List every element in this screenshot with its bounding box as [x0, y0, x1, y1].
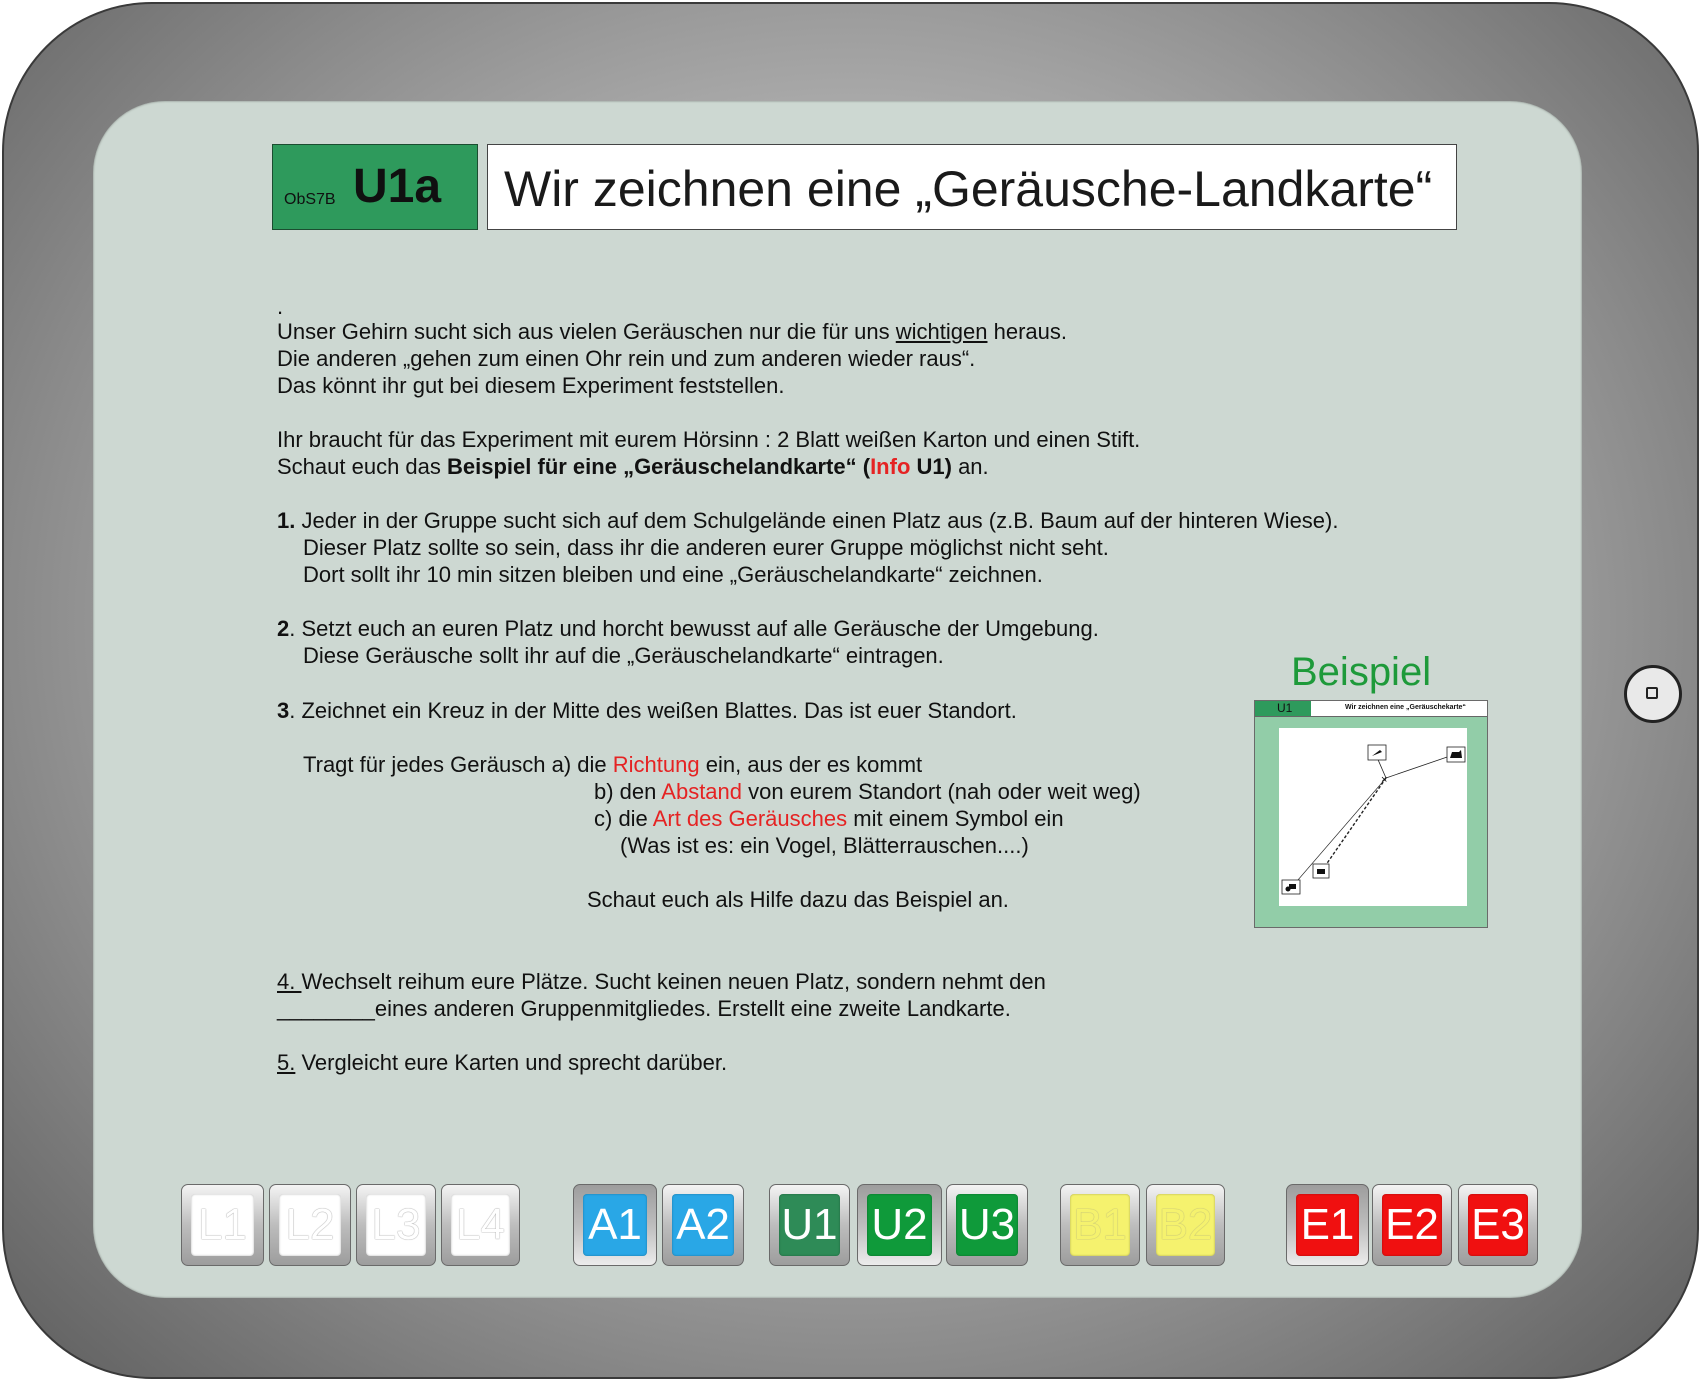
intro-line-5-end: an. — [951, 454, 989, 479]
nav-button-a1[interactable] — [573, 1184, 657, 1266]
step-1-line-3: Dort sollt ihr 10 min sitzen bleiben und eine „Geräuschelandkarte“ zeichnen. — [303, 562, 1043, 587]
nav-button-l3-label: L3 — [366, 1194, 426, 1256]
page-title: Wir zeichnen eine „Geräusche-Landkarte“ — [504, 161, 1433, 217]
nav-button-b2-label: B2 — [1156, 1194, 1215, 1256]
step-3-b-text: b) den — [594, 779, 662, 804]
step-2-text: . Setzt euch an euren Platz und horcht bewusst auf alle Geräusche der Umgebung. — [289, 616, 1099, 641]
intro-line-1 — [277, 318, 1067, 345]
intro-line-5-text: Schaut euch das — [277, 454, 448, 479]
intro-line-5 — [277, 453, 989, 480]
intro-line-1-end: heraus. — [987, 319, 1067, 344]
home-button[interactable] — [1624, 665, 1682, 723]
nav-button-u3[interactable] — [946, 1184, 1028, 1266]
example-header — [1255, 701, 1487, 717]
info-link-text: Info — [870, 454, 911, 479]
step-3-item-c — [594, 805, 1064, 832]
map-line-dog — [1386, 755, 1453, 778]
step-4-line-2 — [277, 995, 1011, 1022]
nav-button-b2[interactable] — [1146, 1184, 1225, 1266]
nav-button-b1[interactable] — [1060, 1184, 1140, 1266]
step-3-line-1 — [277, 697, 1017, 724]
nav-button-a2-label: A2 — [672, 1194, 734, 1256]
step-5-line-1 — [277, 1049, 727, 1076]
nav-button-l1-label: L1 — [191, 1194, 254, 1256]
intro-line-4: Ihr braucht für das Experiment mit eurem Hörsinn : 2 Blatt weißen Karton und einen Stift. — [277, 427, 1141, 452]
tractor-glyph-body — [1289, 884, 1296, 889]
nav-button-u2[interactable] — [857, 1184, 942, 1266]
step-3-a-keyword: Richtung — [612, 752, 700, 777]
example-title: Beispiel — [1291, 650, 1432, 694]
step-2-line-1 — [277, 615, 1099, 642]
step-1-line-1 — [277, 507, 1338, 534]
lesson-code-badge — [272, 144, 478, 230]
nav-button-u1-label: U1 — [779, 1194, 840, 1256]
step-4-text: Wechselt reihum eure Plätze. Sucht keinen neuen Platz, sondern nehmt den — [301, 969, 1046, 994]
nav-button-u3-label: U3 — [956, 1194, 1018, 1256]
nav-button-l2[interactable] — [269, 1184, 351, 1266]
intro-dot: . — [277, 294, 284, 319]
nav-button-e1-label: E1 — [1296, 1194, 1359, 1256]
lesson-code-small: ObS7B — [284, 191, 336, 208]
page-title-box — [487, 144, 1457, 230]
map-line-tractor — [1291, 778, 1386, 888]
home-square-icon — [1646, 687, 1658, 699]
intro-line-1-text: Unser Gehirn sucht sich aus vielen Geräuschen nur die für uns — [277, 319, 896, 344]
intro-line-2: Die anderen „gehen zum einen Ohr rein und zum anderen wieder raus“. — [277, 346, 976, 371]
step-3-note: (Was ist es: ein Vogel, Blätterrauschen....) — [620, 833, 1029, 858]
lesson-code-big: U1a — [353, 160, 442, 213]
step-3-a-end: ein, aus der es kommt — [699, 752, 923, 777]
nav-button-l3[interactable] — [356, 1184, 436, 1266]
nav-button-e3[interactable] — [1458, 1184, 1538, 1266]
step-3-item-b — [594, 778, 1141, 805]
step-5-number: 5. — [277, 1050, 296, 1075]
intro-underlined-word: wichtigen — [895, 319, 988, 344]
step-4-blank: ________ — [277, 996, 375, 1021]
nav-button-e2[interactable] — [1372, 1184, 1452, 1266]
nav-button-l4-label: L4 — [451, 1194, 510, 1256]
nav-button-a2[interactable] — [662, 1184, 744, 1266]
step-1-text: Jeder in der Gruppe sucht sich auf dem Schulgelände einen Platz aus (z.B. Baum auf der hinteren Wiese). — [295, 508, 1339, 533]
example-code-text: U1 — [1277, 701, 1293, 715]
car-glyph — [1317, 869, 1325, 874]
step-1-line-2: Dieser Platz sollte so sein, dass ihr die anderen eurer Gruppe möglichst nicht seht. — [303, 535, 1109, 560]
nav-button-u1[interactable] — [769, 1184, 850, 1266]
step-4-text-2: eines anderen Gruppenmitgliedes. Erstellt eine zweite Landkarte. — [374, 996, 1011, 1021]
step-3-help: Schaut euch als Hilfe dazu das Beispiel an. — [587, 887, 1009, 912]
step-3-b-end: von eurem Standort (nah oder weit weg) — [742, 779, 1141, 804]
step-2-line-2: Diese Geräusche sollt ihr auf die „Geräuschelandkarte“ eintragen. — [303, 643, 944, 668]
example-thumbnail[interactable] — [1254, 700, 1488, 928]
example-code — [1255, 701, 1311, 716]
step-3-c-end: mit einem Symbol ein — [847, 806, 1064, 831]
standort-cross-icon: × — [1381, 774, 1388, 786]
step-3-text: . Zeichnet ein Kreuz in der Mitte des weißen Blattes. Das ist euer Standort. — [289, 698, 1017, 723]
step-4-number: 4. — [277, 969, 302, 994]
step-3-number: 3 — [277, 698, 290, 723]
nav-button-a1-label: A1 — [583, 1194, 647, 1256]
step-3-a-text: Tragt für jedes Geräusch a) die — [303, 752, 613, 777]
intro-line-5-bold: Beispiel für eine „Geräuschelandkarte“ ( — [447, 454, 871, 479]
map-line-car — [1321, 778, 1386, 872]
example-mini-title: Wir zeichnen eine „Geräuschekarte“ — [1345, 704, 1466, 711]
nav-button-l2-label: L2 — [279, 1194, 341, 1256]
nav-button-e1[interactable] — [1286, 1184, 1369, 1266]
intro-line-5-bold-end: U1) — [910, 454, 952, 479]
step-3-c-keyword: Art des Geräusches — [652, 806, 848, 831]
step-5-text: Vergleicht eure Karten und sprecht darüber. — [295, 1050, 728, 1075]
nav-button-l4[interactable] — [441, 1184, 520, 1266]
example-map-paper — [1279, 728, 1467, 906]
step-3-item-a — [303, 751, 922, 778]
step-4-line-1 — [277, 968, 1046, 995]
nav-button-e3-label: E3 — [1468, 1194, 1528, 1256]
step-2-number: 2 — [277, 616, 290, 641]
nav-button-l1[interactable] — [181, 1184, 264, 1266]
nav-button-b1-label: B1 — [1070, 1194, 1130, 1256]
intro-line-3: Das könnt ihr gut bei diesem Experiment feststellen. — [277, 373, 785, 398]
step-3-b-keyword: Abstand — [661, 779, 743, 804]
example-map-drawing — [1279, 728, 1467, 906]
nav-button-u2-label: U2 — [867, 1194, 932, 1256]
step-1-number: 1. — [277, 508, 296, 533]
nav-button-e2-label: E2 — [1382, 1194, 1442, 1256]
step-3-c-text: c) die — [594, 806, 653, 831]
